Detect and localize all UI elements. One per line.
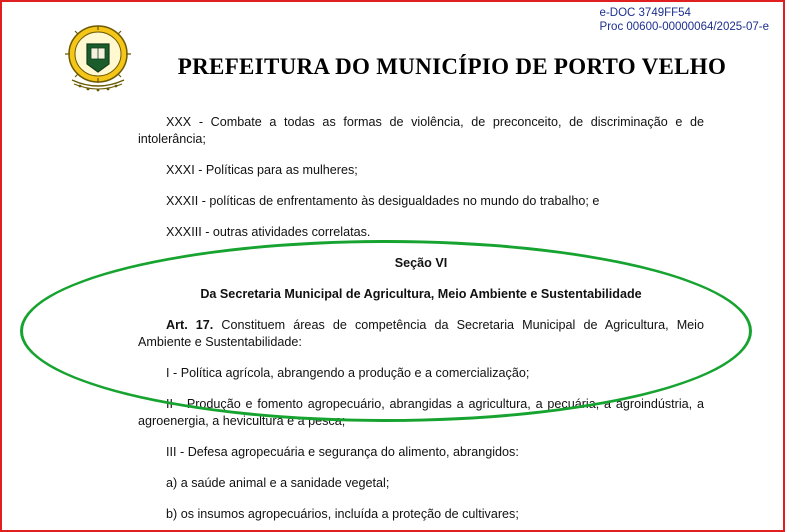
document-body	[138, 114, 704, 532]
article-text: Constituem áreas de competência da Secretaria Municipal de Agricultura, Meio Ambiente e Sustentabilidade:	[138, 318, 704, 349]
paragraph-item-xxxi: XXXI - Políticas para as mulheres;	[166, 163, 358, 177]
paragraph-item-xxx: XXX - Combate a todas as formas de violência, de preconceito, de discriminação e de intolerância;	[138, 115, 704, 146]
article-paragraph	[138, 317, 704, 351]
paragraph-item-ii: II - Produção e fomento agropecuário, abrangidas a agricultura, a pecuária, a agroindústria, a agroenergia, a hevicultura e a pesca;	[138, 397, 704, 428]
document-header	[2, 2, 783, 100]
paragraph-item-xxxiii: XXXIII - outras atividades correlatas.	[166, 225, 371, 239]
paragraph-item-a: a) a saúde animal e a sanidade vegetal;	[166, 476, 390, 490]
proc-code: Proc 00600-00000064/2025-07-e	[599, 21, 769, 33]
edoc-code: e-DOC 3749FF54	[599, 7, 691, 19]
paragraph-item-i: I - Política agrícola, abrangendo a produção e a comercialização;	[166, 366, 530, 380]
paragraph-item-iii: III - Defesa agropecuária e segurança do alimento, abrangidos:	[166, 445, 519, 459]
section-number: Seção VI	[394, 256, 448, 270]
page-title: PREFEITURA DO MUNICÍPIO DE PORTO VELHO	[177, 54, 727, 79]
paragraph-item-b: b) os insumos agropecuários, incluída a proteção de cultivares;	[166, 507, 519, 521]
paragraph-item-xxxii: XXXII - políticas de enfrentamento às desigualdades no mundo do trabalho; e	[166, 194, 600, 208]
city-coat-of-arms-icon	[60, 20, 136, 94]
article-label: Art. 17.	[166, 318, 214, 332]
section-name: Da Secretaria Municipal de Agricultura, Meio Ambiente e Sustentabilidade	[200, 287, 642, 301]
